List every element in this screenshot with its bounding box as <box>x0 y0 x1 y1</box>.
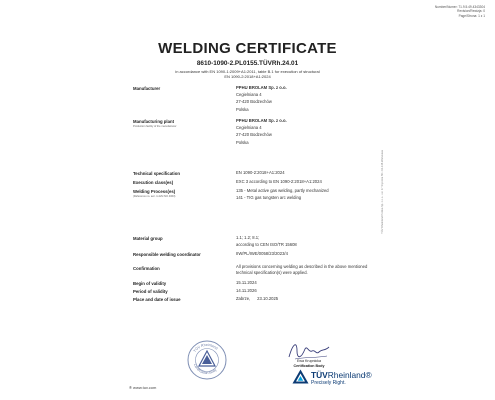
plant-name: PPHU BROLAM Sp. z o.o. <box>236 118 287 123</box>
document-revision: Revision/Rewizja: 0 <box>457 9 485 14</box>
welding-process-sublabel: (Reference no. acc. to EN ISO 4063) <box>133 195 176 198</box>
material-group-codes: 1.1; 1.2; 8.1; <box>236 235 260 240</box>
document-page: Page/Strona: 1 z 1 <box>458 13 485 18</box>
confirmation-label: Confirmation <box>133 266 160 271</box>
certification-seal <box>187 340 227 380</box>
brand-claim: Precisely Right. <box>311 380 346 386</box>
period-validity-value: 14.11.2026 <box>236 288 257 293</box>
plant-street: Cegielniana 4 <box>236 125 262 131</box>
begin-validity-value: 15.11.2024 <box>236 280 257 285</box>
place-date-value: Zabrze, 23.10.2025 <box>236 296 279 301</box>
document-number: Number/Numer: 71.9.5.49.4343304 <box>434 5 485 9</box>
plant-value <box>236 117 287 146</box>
welding-process-label: Welding Process(es) <box>133 189 176 194</box>
manufacturer-label: Manufacturer <box>133 86 161 91</box>
manufacturer-name: PPHU BROLAM Sp. z o.o. <box>236 85 287 90</box>
tuv-triangle-logo-icon <box>292 369 309 384</box>
confirmation-value <box>236 264 367 277</box>
coordinator-label: Responsible welding coordinator <box>133 252 201 257</box>
certificate-subtitle: in accordance with EN 1090-1:2009+A1:2011, table B.1 for execution of structural <box>175 69 320 74</box>
execution-class-value: EXC 3 according to EN 1090-2:2018+A1:2024 <box>236 179 322 184</box>
techspec-value: EN 1090-2:2018+A1:2024 <box>236 170 285 175</box>
seal-top-text: TÜV Rheinland <box>192 342 219 354</box>
certificate-title: WELDING CERTIFICATE <box>158 40 337 57</box>
brand-name-rest: Rheinland® <box>327 370 372 380</box>
manufacturer-country: Polska <box>236 106 249 112</box>
confirmation-line-2: technical specification(s) were applied. <box>236 270 308 276</box>
manufacturer-street: Cegielniana 4 <box>236 92 262 98</box>
execution-class-label: Execution class(es) <box>133 180 174 185</box>
certificate-standard: EN 1090-2:2018+A1:2024 <box>224 74 271 79</box>
website-link[interactable]: ® www.tuv.com <box>129 385 157 390</box>
manufacturer-city: 27-420 Bodzechów <box>236 99 272 105</box>
plant-city: 27-420 Bodzechów <box>236 132 272 138</box>
certificate-number: 8610-1090-2.PL0155.TÜVRh.24.01 <box>196 60 299 67</box>
manufacturer-value <box>236 84 287 113</box>
begin-validity-label: Begin of validity <box>133 281 167 286</box>
material-group-standard: according to CEN ISO/TR 15608 <box>236 242 297 248</box>
plant-label: Manufacturing plant <box>133 119 175 124</box>
coordinator-value: IIW/PL/IWE/0058/23/2023/4 <box>236 251 288 256</box>
plant-country: Polska <box>236 139 249 145</box>
welding-process-135: 135 - Metal active gas welding, partly mechanized <box>236 188 329 193</box>
plant-sublabel: Production facility of the manufacturer <box>133 125 177 128</box>
material-group-value <box>236 234 297 248</box>
place-date-label: Place and date of issue <box>133 297 181 302</box>
side-imprint: TÜV Rheinland Polska Sp. z o.o. • ul. 17 Stycznia 56 • 02-146 Warszawa <box>381 150 384 234</box>
period-validity-label: Period of validity <box>133 289 168 294</box>
welding-process-value <box>236 187 329 201</box>
welding-process-141: 141 - TIG gas tungsten arc welding <box>236 195 302 201</box>
confirmation-line-1: All provisions concerning welding as described in the above mentioned <box>236 264 368 269</box>
seal-bottom-text: Certification Body <box>192 363 218 376</box>
techspec-label: Technical specification <box>133 171 180 176</box>
document-reference <box>435 5 485 18</box>
signatory-role: Certification Body <box>293 364 325 368</box>
brand-name <box>311 370 372 380</box>
material-group-label: Material group <box>133 236 163 241</box>
signatory-name: Ewa Krupnicka <box>297 359 321 363</box>
brand-name-bold: TÜV <box>311 370 328 380</box>
